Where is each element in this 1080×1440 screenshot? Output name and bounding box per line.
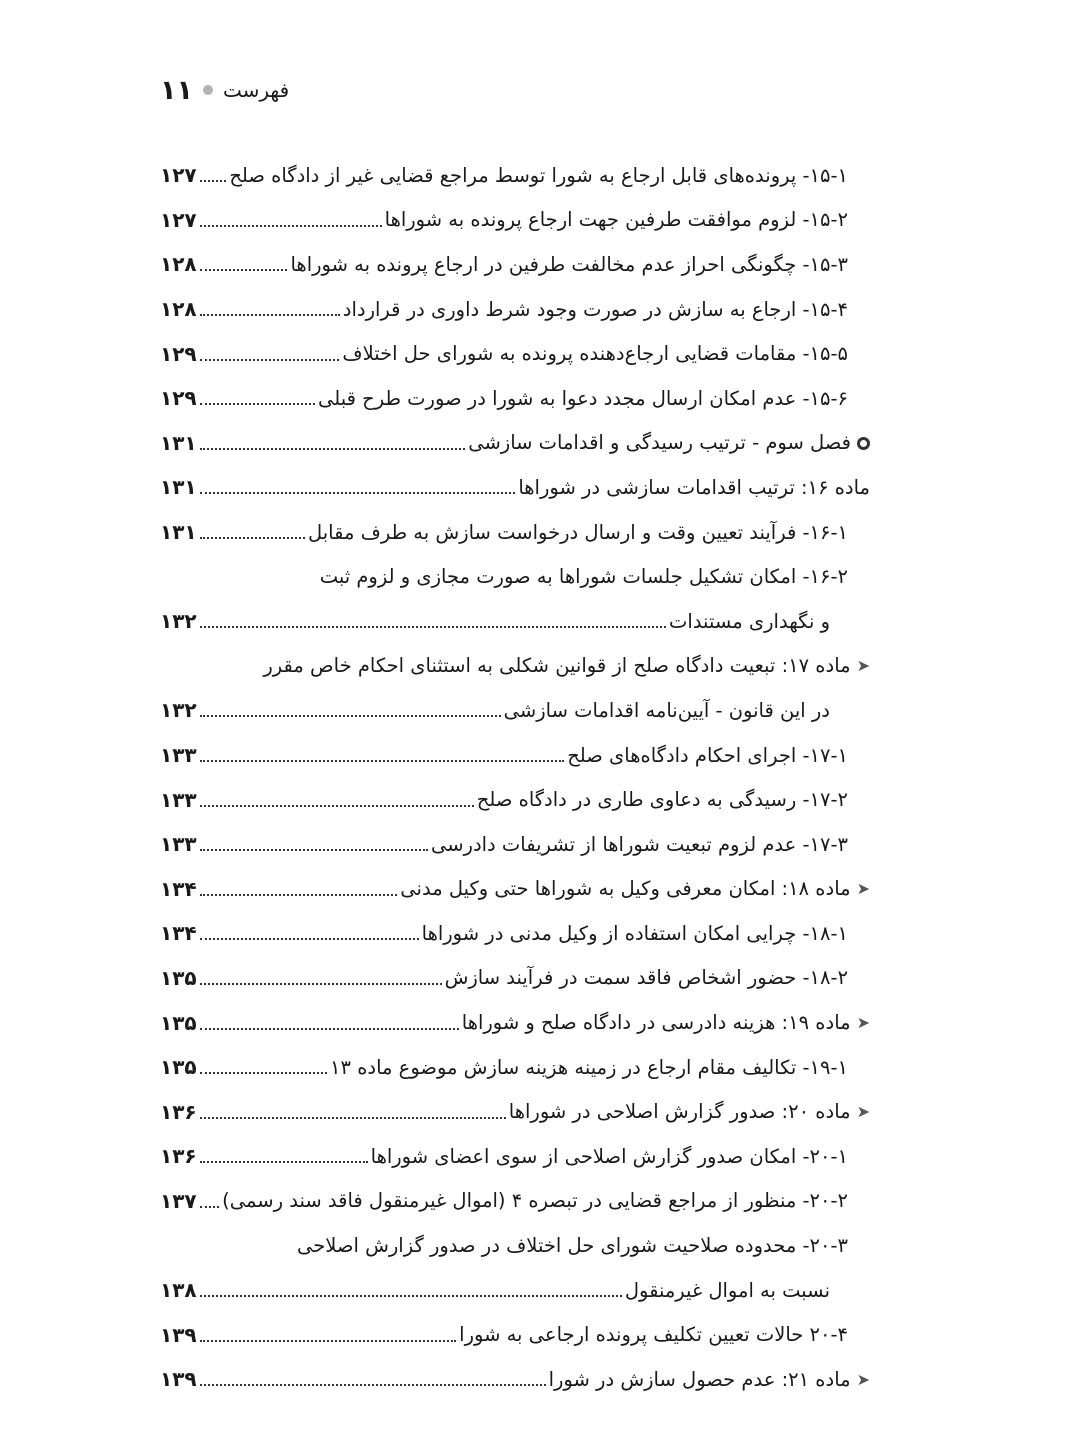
toc-entry-text: ۱۷-۲- رسیدگی به دعاوی طاری در دادگاه صلح [476,788,848,812]
toc-article [160,1000,870,1045]
toc-entry-page: ۱۲۷ [160,163,197,188]
page-header-title: فهرست [222,78,290,102]
toc-entry-text: ۱۵-۶- عدم امکان ارسال مجدد دعوا به شورا در صورت طرح قبلی [318,386,848,410]
toc-entry-page: ۱۲۹ [160,341,197,366]
toc-entry [160,1179,870,1224]
toc-entry [160,1312,870,1357]
toc-entry [160,331,870,376]
arrow-bullet-icon: ➤ [856,1102,870,1122]
toc-entry-text: ماده ۱۷: تبعیت دادگاه صلح از قوانین شکلی به استثنای احکام خاص مقرر [263,654,851,678]
dot-leader [200,805,474,807]
toc-entry-text: ماده ۲۱: عدم حصول سازش در شورا [548,1367,851,1391]
toc-entry-text: ۲۰-۴ حالات تعیین تکلیف پرونده ارجاعی به شورا [459,1323,848,1347]
toc-article [160,1089,870,1134]
toc-article [160,465,870,510]
dot-leader [200,359,340,361]
toc-entry [160,510,870,555]
chapter-bullet-icon [857,437,870,450]
toc-entry-page: ۱۳۵ [160,1010,197,1035]
dot-leader [200,1340,457,1342]
toc-entry-page: ۱۳۶ [160,1099,197,1124]
toc-entry-continuation [160,599,870,644]
dot-leader [200,715,501,717]
dot-leader [200,448,466,450]
toc-entry-continuation [160,688,870,733]
toc-entry-page: ۱۳۳ [160,832,197,857]
toc-entry-page: ۱۳۴ [160,876,197,901]
dot-leader [200,180,227,182]
toc-entry-page: ۱۳۶ [160,1144,197,1169]
toc-entry-text: ۲۰-۳- محدوده صلاحیت شورای حل اختلاف در صدور گزارش اصلاحی [296,1234,848,1258]
toc-article [160,1357,870,1402]
toc-entry-text: ۱۸-۱- چرایی امکان استفاده از وکیل مدنی در شوراها [421,921,848,945]
toc-entry-text: ۱۵-۳- چگونگی احراز عدم مخالفت طرفین در ارجاع پرونده به شوراها [290,252,848,276]
toc-entry [160,1223,870,1268]
toc-entry-text: ماده ۱۹: هزینه دادرسی در دادگاه صلح و شوراها [461,1011,851,1035]
dot-leader [200,1384,546,1386]
toc-entry-text: ماده ۱۸: امکان معرفی وکیل به شوراها حتی وکیل مدنی [400,877,851,901]
toc-entry [160,198,870,243]
toc-entry-page: ۱۳۵ [160,1055,197,1080]
toc-entry-page: ۱۳۲ [160,609,197,634]
toc-entry-text: ۱۵-۲- لزوم موافقت طرفین جهت ارجاع پرونده به شوراها [384,208,848,232]
toc-entry-page: ۱۲۷ [160,207,197,232]
dot-leader [200,1117,506,1119]
toc-entry-text: ۱۹-۱- تکالیف مقام ارجاع در زمینه هزینه سازش موضوع ماده ۱۳ [330,1055,848,1079]
toc-entry [160,554,870,599]
table-of-contents [160,153,870,1402]
toc-entry-page: ۱۳۹ [160,1367,197,1392]
toc-entry [160,376,870,421]
toc-entry-text: ۱۵-۱- پرونده‌های قابل ارجاع به شورا توسط مراجع قضایی غیر از دادگاه صلح [229,163,848,187]
dot-leader [200,314,340,316]
toc-article [160,867,870,912]
dot-leader [200,760,565,762]
dot-leader [200,1028,459,1030]
dot-leader [200,403,315,405]
toc-entry-text: ماده ۲۰: صدور گزارش اصلاحی در شوراها [508,1100,851,1124]
page-number: ۱۱ [160,74,193,106]
toc-entry-page: ۱۳۴ [160,921,197,946]
arrow-bullet-icon: ➤ [856,656,870,676]
toc-entry-text: ماده ۱۶: ترتیب اقدامات سازشی در شوراها [518,475,870,499]
dot-leader [200,537,305,539]
toc-entry [160,822,870,867]
toc-entry-page: ۱۳۱ [160,520,197,545]
toc-entry-page: ۱۳۱ [160,430,197,455]
dot-leader [200,849,428,851]
toc-entry-text: فصل سوم - ترتیب رسیدگی و اقدامات سازشی [468,431,851,455]
dot-leader [200,894,398,896]
toc-entry [160,777,870,822]
toc-entry [160,153,870,198]
dot-leader [200,626,666,628]
toc-entry [160,911,870,956]
toc-entry [160,1134,870,1179]
toc-entry [160,242,870,287]
toc-entry-page: ۱۳۹ [160,1322,197,1347]
toc-entry-text: ۲۰-۲- منظور از مراجع قضایی در تبصره ۴ (اموال غیرمنقول فاقد سند رسمی) [222,1189,848,1213]
bullet-dot-icon [203,85,213,95]
dot-leader [200,492,516,494]
toc-entry-page: ۱۳۲ [160,698,197,723]
toc-article [160,644,870,689]
dot-leader [200,269,288,271]
toc-entry-text: و نگهداری مستندات [669,609,830,633]
toc-entry [160,733,870,778]
arrow-bullet-icon: ➤ [856,1369,870,1389]
toc-entry-page: ۱۳۱ [160,475,197,500]
page-header [160,70,289,110]
arrow-bullet-icon: ➤ [856,879,870,899]
toc-entry [160,956,870,1001]
toc-entry-text: ۱۷-۱- اجرای احکام دادگاه‌های صلح [567,743,848,767]
arrow-bullet-icon: ➤ [856,1013,870,1033]
toc-entry-text: ۱۶-۱- فرآیند تعیین وقت و ارسال درخواست سازش به طرف مقابل [307,520,848,544]
dot-leader [200,938,419,940]
toc-entry-page: ۱۳۸ [160,1278,197,1303]
toc-chapter [160,421,870,466]
toc-entry-text: ۱۵-۴- ارجاع به سازش در صورت وجود شرط داوری در قرارداد [342,297,848,321]
toc-entry-text: ۱۷-۳- عدم لزوم تبعیت شوراها از تشریفات دادرسی [430,832,848,856]
dot-leader [200,1072,327,1074]
toc-entry-continuation [160,1268,870,1313]
toc-entry-text: در این قانون - آیین‌نامه اقدامات سازشی [503,698,830,722]
toc-entry-page: ۱۲۸ [160,297,197,322]
toc-entry-text: ۲۰-۱- امکان صدور گزارش اصلاحی از سوی اعضای شوراها [370,1144,848,1168]
toc-entry-page: ۱۳۷ [160,1188,197,1213]
toc-entry [160,1045,870,1090]
toc-entry-page: ۱۳۳ [160,787,197,812]
toc-entry-text: نسبت به اموال غیرمنقول [624,1278,830,1302]
toc-entry-page: ۱۳۵ [160,965,197,990]
toc-entry-text: ۱۶-۲- امکان تشکیل جلسات شوراها به صورت مجازی و لزوم ثبت [319,565,848,589]
dot-leader [200,1295,622,1297]
dot-leader [200,1161,368,1163]
toc-entry-text: ۱۸-۲- حضور اشخاص فاقد سمت در فرآیند سازش [444,966,848,990]
toc-entry-page: ۱۲۹ [160,386,197,411]
dot-leader [200,225,382,227]
toc-entry-page: ۱۲۸ [160,252,197,277]
dot-leader [200,1206,220,1208]
toc-entry [160,287,870,332]
dot-leader [200,983,442,985]
toc-entry-text: ۱۵-۵- مقامات قضایی ارجاع‌دهنده پرونده به شورای حل اختلاف [342,342,848,366]
toc-entry-page: ۱۳۳ [160,743,197,768]
